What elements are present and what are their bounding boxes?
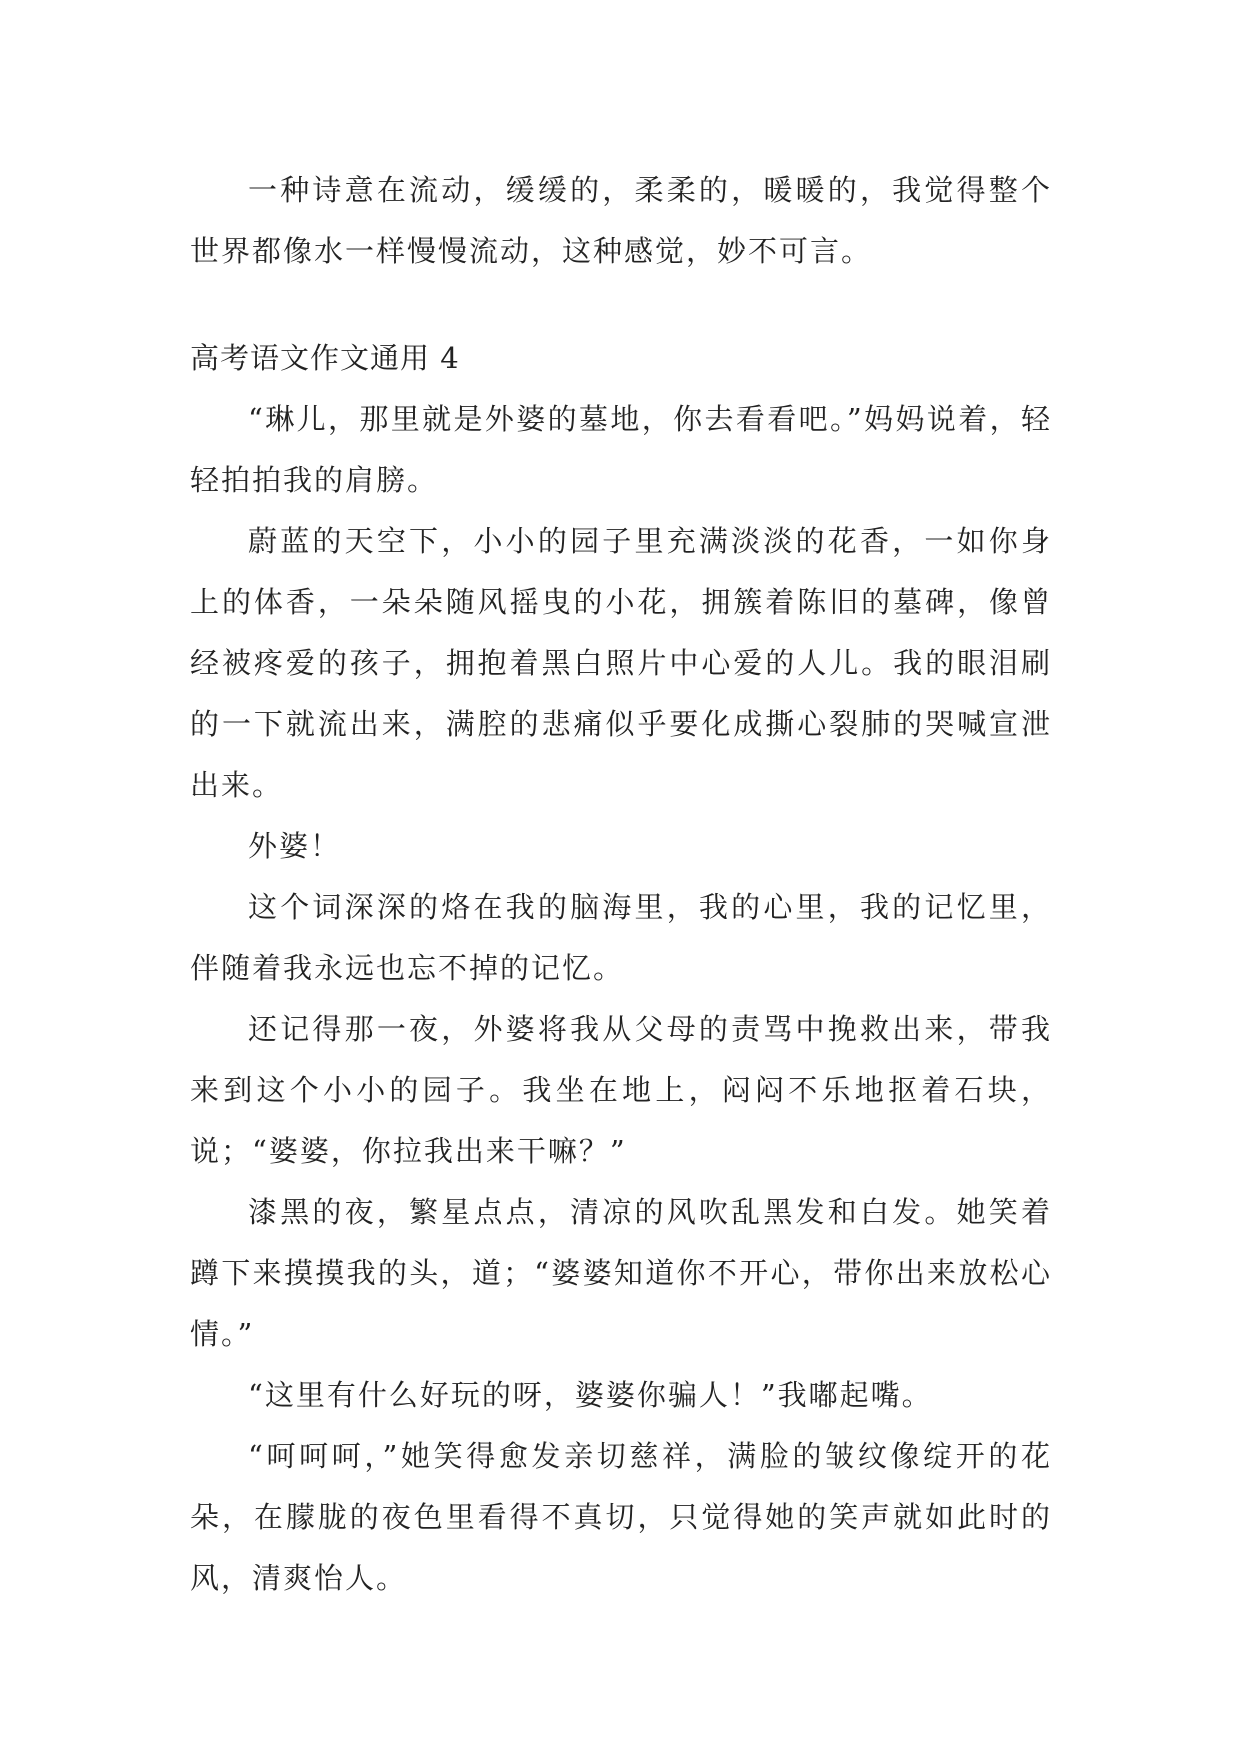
paragraph-2: 蔚蓝的天空下，小小的园子里充满淡淡的花香，一如你身上的体香，一朵朵随风摇曳的小花，拥簇着陈旧的墓碑，像曾经被疼爱的孩子，拥抱着黑白照片中心爱的人儿。我的眼泪刷的一下就流出来，满腔的悲痛似乎要化成撕心裂肺的哭喊宣泄出来。	[190, 524, 1052, 802]
paragraph-1: “琳儿，那里就是外婆的墓地，你去看看吧。”妈妈说着，轻轻拍拍我的肩膀。	[190, 402, 1052, 497]
paragraph-4: 这个词深深的烙在我的脑海里，我的心里，我的记忆里，伴随着我永远也忘不掉的记忆。	[190, 890, 1052, 985]
paragraph-3: 外婆！	[248, 829, 342, 863]
intro-paragraph: 一种诗意在流动，缓缓的，柔柔的，暖暖的，我觉得整个世界都像水一样慢慢流动，这种感觉，妙不可言。	[190, 173, 1052, 268]
paragraph-5: 还记得那一夜，外婆将我从父母的责骂中挽救出来，带我来到这个小小的园子。我坐在地上，闷闷不乐地抠着石块，说；“婆婆，你拉我出来干嘛？”	[190, 1012, 1052, 1168]
paragraph-6: 漆黑的夜，繁星点点，清凉的风吹乱黑发和白发。她笑着蹲下来摸摸我的头，道；“婆婆知道你不开心，带你出来放松心情。”	[190, 1195, 1052, 1351]
paragraph-7: “这里有什么好玩的呀，婆婆你骗人！”我嘟起嘴。	[248, 1378, 933, 1412]
paragraph-8: “呵呵呵，”她笑得愈发亲切慈祥，满脸的皱纹像绽开的花朵，在朦胧的夜色里看得不真切，只觉得她的笑声就如此时的风，清爽怡人。	[190, 1439, 1052, 1595]
section-title: 高考语文作文通用 4	[190, 341, 460, 375]
document-body	[190, 160, 1052, 1609]
